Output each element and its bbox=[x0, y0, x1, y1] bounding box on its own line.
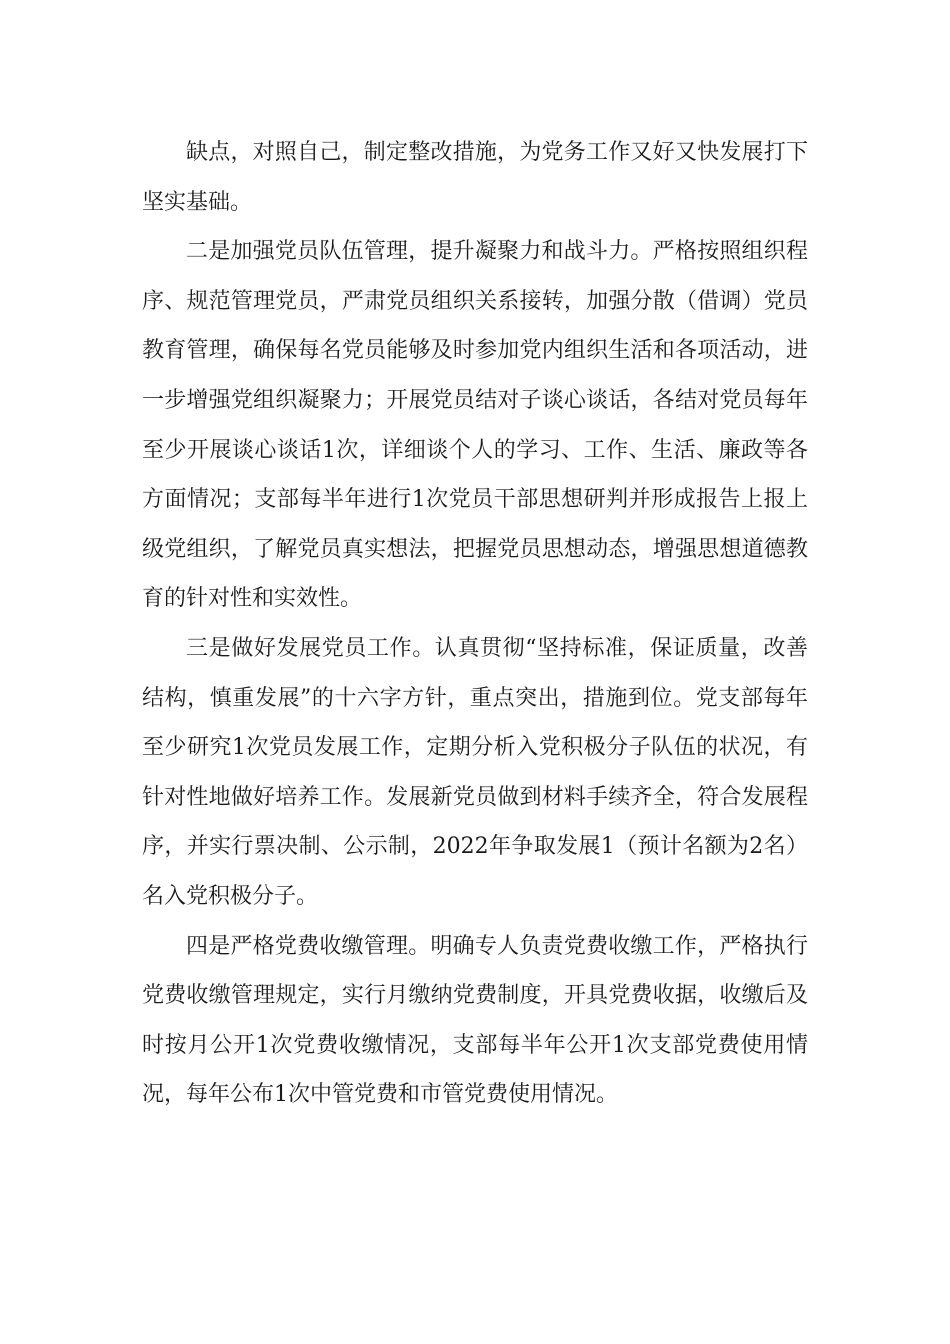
document-body bbox=[142, 128, 808, 1120]
paragraph-continuation: 缺点，对照自己，制定整改措施，为党务工作又好又快发展打下坚实基础。 bbox=[142, 140, 808, 215]
paragraph-party-dues: 四是严格党费收缴管理。明确专人负责党费收缴工作，严格执行党费收缴管理规定，实行月缴纳党费制度，开具党费收据，收缴后及时按月公开1次党费收缴情况，支部每半年公开1次支部党费使用情况，每年公布1次中管党费和市管党费使用情况。 bbox=[142, 933, 808, 1108]
paragraph-member-development: 三是做好发展党员工作。认真贯彻“坚持标准，保证质量，改善结构，慎重发展”的十六字方针，重点突出，措施到位。党支部每年至少研究1次党员发展工作，定期分析入党积极分子队伍的状况，有针对性地做好培养工作。发展新党员做到材料手续齐全，符合发展程序，并实行票决制、公示制，2022年争取发展1（预计名额为2名）名入党积极分子。 bbox=[142, 635, 808, 909]
paragraph-party-member-management: 二是加强党员队伍管理，提升凝聚力和战斗力。严格按照组织程序、规范管理党员，严肃党员组织关系接转，加强分散（借调）党员教育管理，确保每名党员能够及时参加党内组织生活和各项活动，进一步增强党组织凝聚力；开展党员结对子谈心谈话，各结对党员每年至少开展谈心谈话1次，详细谈个人的学习、工作、生活、廉政等各方面情况；支部每半年进行1次党员干部思想研判并形成报告上报上级党组织，了解党员真实想法，把握党员思想动态，增强思想道德教育的针对性和实效性。 bbox=[142, 239, 808, 612]
